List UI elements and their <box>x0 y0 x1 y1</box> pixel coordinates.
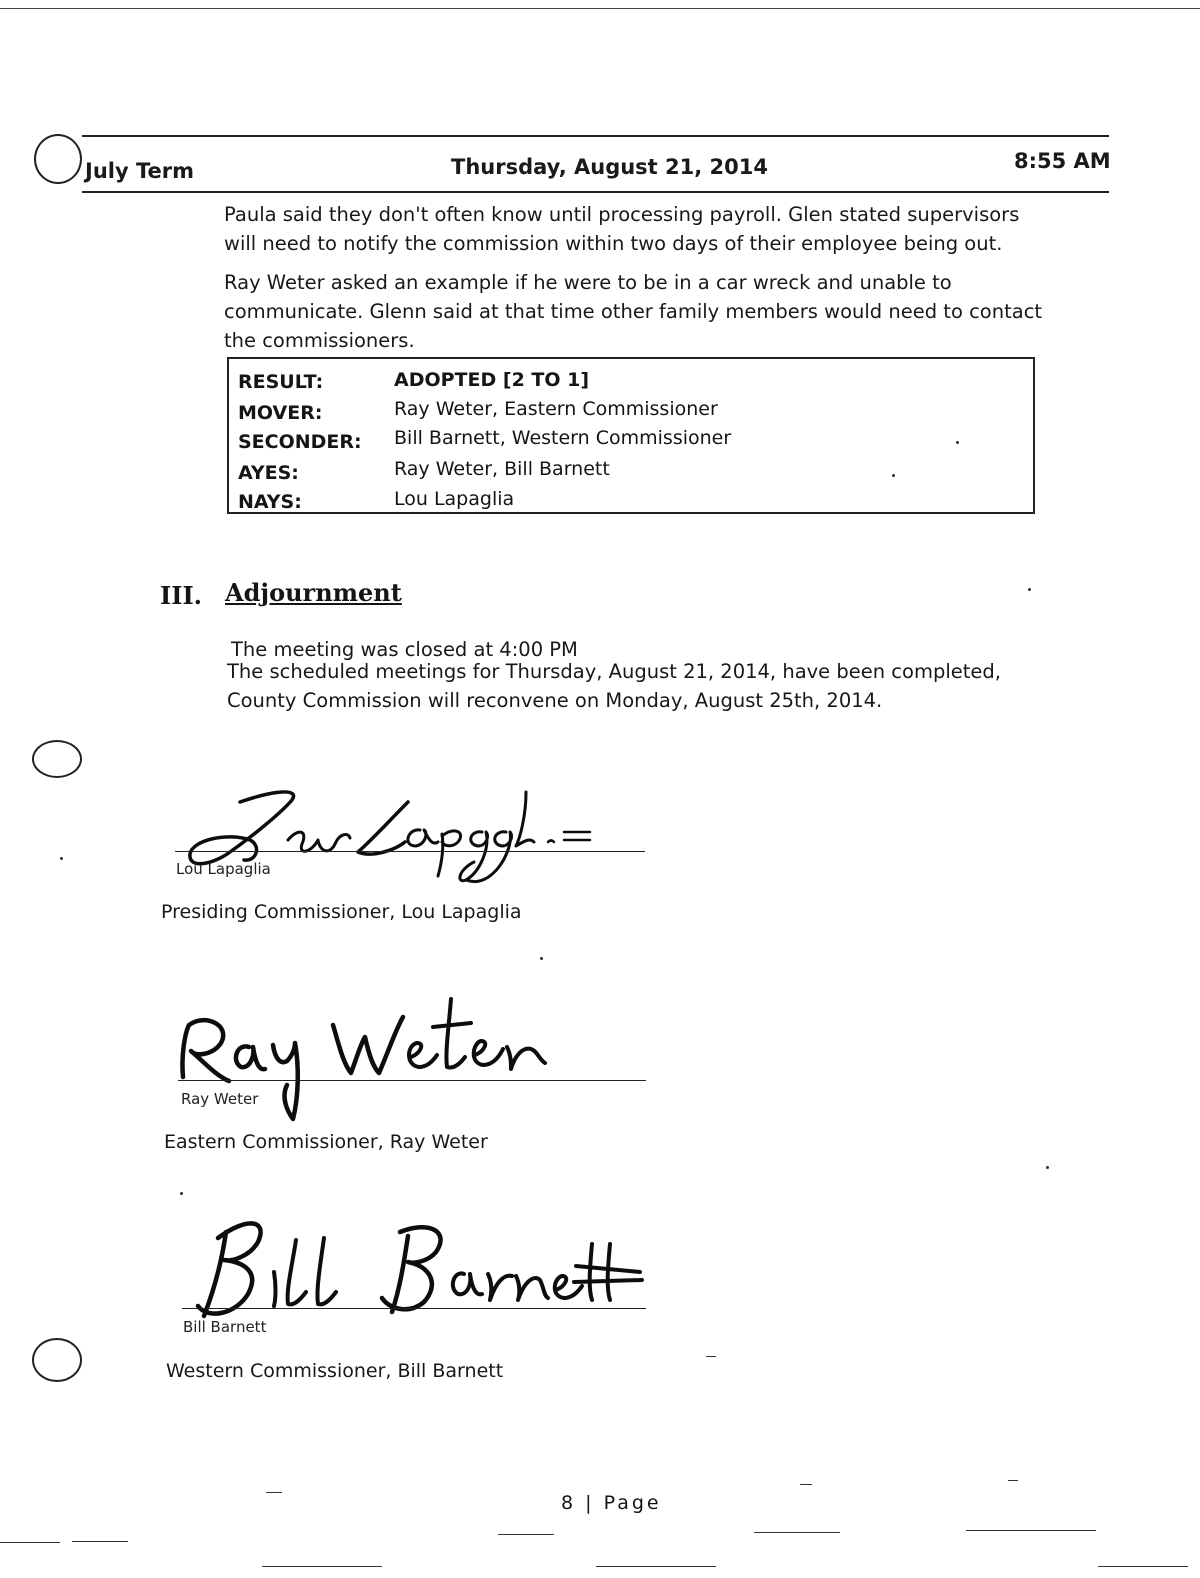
vote-result-box <box>227 357 1035 514</box>
scan-speck <box>540 957 543 960</box>
scan-mark <box>1008 1480 1018 1481</box>
signature-title-ray: Eastern Commissioner, Ray Weter <box>164 1131 488 1153</box>
scan-bottom-edge <box>0 1542 60 1543</box>
scan-speck <box>60 857 63 860</box>
signature-name-bill: Bill Barnett <box>183 1318 267 1336</box>
vote-label-seconder: SECONDER: <box>238 431 362 453</box>
signature-title-lou: Presiding Commissioner, Lou Lapaglia <box>161 901 522 923</box>
scan-bottom-edge <box>72 1541 128 1542</box>
signature-line-bill <box>182 1308 646 1309</box>
section-title: Adjournment <box>225 578 402 607</box>
adjournment-reconvene-note: The scheduled meetings for Thursday, August 21, 2014, have been completed, County Commission will reconvene on Monday, August 25th, 2014. <box>227 660 1001 712</box>
page-footer <box>561 1492 662 1514</box>
page-word: Page <box>603 1492 662 1514</box>
scan-bottom-edge <box>596 1566 716 1567</box>
scan-speck <box>1046 1166 1049 1169</box>
vote-label-ayes: AYES: <box>238 462 299 484</box>
signature-line-ray <box>178 1080 646 1081</box>
scan-mark <box>800 1484 812 1485</box>
adjournment-closing-time: The meeting was closed at 4:00 PM <box>231 638 578 661</box>
punch-hole-middle <box>32 740 82 778</box>
vote-label-mover: MOVER: <box>238 402 323 424</box>
scan-bottom-edge <box>262 1566 382 1567</box>
vote-label-result: RESULT: <box>238 371 324 393</box>
header-term: July Term <box>85 159 194 183</box>
signature-name-ray: Ray Weter <box>181 1090 259 1108</box>
vote-label-nays: NAYS: <box>238 491 302 513</box>
scan-bottom-edge <box>498 1534 554 1535</box>
page-number: 8 <box>561 1492 577 1514</box>
signature-title-bill: Western Commissioner, Bill Barnett <box>166 1360 504 1382</box>
header-bottom-rule <box>82 191 1109 193</box>
vote-value-nays: Lou Lapaglia <box>394 488 515 510</box>
vote-value-ayes: Ray Weter, Bill Barnett <box>394 458 610 480</box>
punch-hole-bottom <box>32 1338 82 1382</box>
scan-speck <box>892 474 895 477</box>
header-time: 8:55 AM <box>1014 149 1111 173</box>
scan-bottom-edge <box>1098 1566 1188 1567</box>
vote-value-seconder: Bill Barnett, Western Commissioner <box>394 427 732 449</box>
scan-speck <box>1028 588 1031 591</box>
scan-bottom-edge <box>966 1530 1096 1531</box>
header-top-rule <box>82 135 1109 137</box>
paragraph-payroll-notice: Paula said they don't often know until processing payroll. Glen stated supervisors will need to notify the commission within two days of their employee being out. <box>224 203 1020 255</box>
signature-bill-barnett <box>178 1210 648 1330</box>
signature-line-lou <box>175 851 645 852</box>
signature-name-lou: Lou Lapaglia <box>176 860 271 878</box>
vote-value-mover: Ray Weter, Eastern Commissioner <box>394 398 718 420</box>
signature-lou-lapaglia <box>180 780 600 900</box>
scan-top-edge <box>0 8 1200 9</box>
punch-hole-top <box>34 134 82 184</box>
vote-value-result: ADOPTED [2 TO 1] <box>394 369 590 391</box>
scan-speck <box>180 1192 183 1195</box>
paragraph-car-wreck-example: Ray Weter asked an example if he were to be in a car wreck and unable to communicate. Glenn said at that time other family members would need to contact the commissioners. <box>224 271 1043 352</box>
section-number: III. <box>160 581 203 610</box>
header-date: Thursday, August 21, 2014 <box>451 155 768 179</box>
page-separator: | <box>585 1492 595 1514</box>
scan-speck <box>956 441 959 444</box>
scan-mark <box>706 1356 716 1357</box>
scan-bottom-edge <box>754 1532 840 1533</box>
scan-mark <box>266 1492 282 1493</box>
